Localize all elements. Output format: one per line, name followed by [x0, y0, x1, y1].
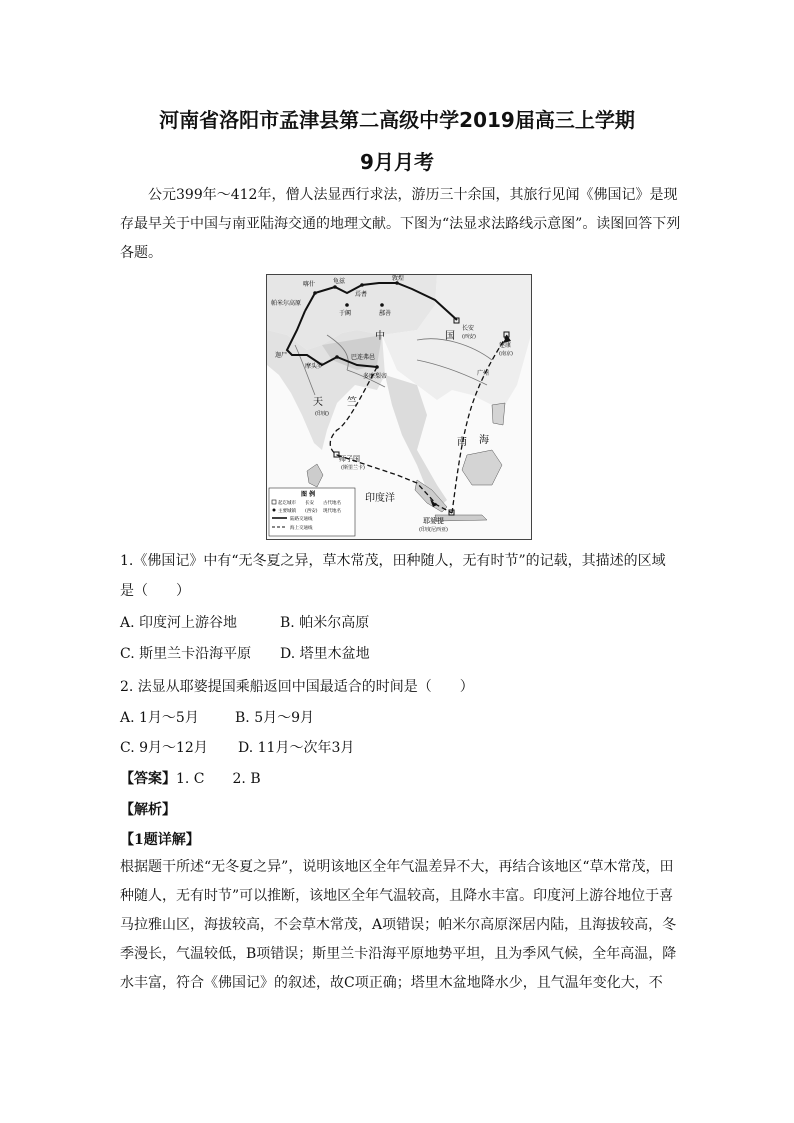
- q1-option-b: B. 帕米尔高原: [280, 615, 370, 631]
- legend-land-route: 陆路交通线: [290, 517, 313, 522]
- map-label-zhong: 中: [375, 331, 385, 342]
- title-line-2: 9月月考: [360, 150, 434, 174]
- question-1-stem: 1.《佛国记》中有“无冬夏之异，草木常茂，田种随人，无有时节”的记载，其描述的区域: [120, 553, 666, 569]
- q2-option-c: C. 9月～12月: [120, 740, 208, 756]
- map-label-pamir: 帕米尔高原: [271, 300, 302, 307]
- intro-paragraph: 公元399年～412年，僧人法显西行求法，游历三十余国，其旅行见闻《佛国记》是现存最早关于中国与南亚陆海交通的地理文献。下图为“法显求法路线示意图”。读图回答下列各题。: [120, 187, 681, 261]
- detail-label: 【1题详解】: [120, 832, 200, 848]
- legend-xian-example: (西安): [305, 509, 318, 514]
- map-label-tian: 天: [313, 397, 323, 408]
- legend-start-end-city: 起讫城市: [278, 501, 296, 506]
- map-sublabel-india: (印度): [315, 411, 329, 417]
- q1-option-a: A. 印度河上游谷地: [120, 615, 238, 631]
- map-label-indian-ocean: 印度洋: [365, 493, 395, 504]
- legend-title: 图 例: [301, 491, 316, 498]
- map-label-qiuci: 龟兹: [333, 278, 346, 285]
- map-legend: [269, 488, 355, 536]
- map-label-changan: 长安: [462, 325, 475, 332]
- legend-main-town: 主要城镇: [278, 509, 296, 514]
- q1-option-d: D. 塔里木盆地: [280, 646, 370, 662]
- question-1-stem-cont: 是（ ）: [120, 583, 190, 599]
- map-sublabel-nanjing: (南京): [499, 351, 513, 357]
- map-label-hai: 海: [479, 435, 489, 446]
- map-sublabel-xian: (西安): [462, 334, 476, 340]
- map-label-kashgar: 喀什: [303, 281, 316, 288]
- map-label-dunhuang: 敦煌: [392, 275, 405, 282]
- route-map: [266, 274, 532, 540]
- map-label-yanqi: 焉耆: [355, 291, 368, 298]
- legend-changan-example: 长安: [305, 501, 314, 506]
- legend-ancient-name: 古代地名: [323, 501, 341, 506]
- map-label-jiankang: 建康: [499, 342, 512, 349]
- map-label-zhu: 竺: [347, 397, 357, 408]
- map-label-motouluo: 摩头罗: [305, 363, 324, 370]
- map-label-shizi: 师子国: [339, 455, 360, 463]
- map-label-balianfuyi: 巴连弗邑: [351, 354, 376, 361]
- answer-row: [120, 768, 261, 788]
- analysis-label: 【解析】: [120, 802, 176, 818]
- title-line-1: 河南省洛阳市孟津县第二高级中学2019届高三上学期: [159, 108, 635, 132]
- map-label-guangzhou: 广州: [477, 370, 490, 377]
- map-label-shanshan: 鄯善: [379, 310, 392, 317]
- detail-paragraph: 根据题干所述“无冬夏之异”，说明该地区全年气温差异不大，再结合该地区“草木常茂，田种随人，无有时节”可以推断，该地区全年气温较高，且降水丰富。印度河上游谷地位于喜马拉雅山区，海拔较高，不会草木常茂，A项错误；帕米尔高原深居内陆，且海拔较高，冬季漫长，气温较低，B项错误；斯里兰卡沿海平原地势平坦，且为季风气候，全年高温，降水丰富，符合《佛国记》的叙述，故C项正确；塔里木盆地降水少，且气温年变化大，不: [120, 859, 677, 991]
- map-label-jiashi: 迦尸: [275, 352, 288, 359]
- map-sublabel-indonesia: (印度尼西亚): [419, 527, 448, 533]
- map-sublabel-srilanka: (斯里兰卡): [341, 465, 365, 471]
- map-label-duomolidi: 多摩梨帝: [363, 373, 388, 380]
- legend-sea-route: 海上交通线: [290, 526, 313, 531]
- question-2-stem: 2. 法显从耶婆提国乘船返回中国最适合的时间是（ ）: [120, 679, 474, 695]
- map-label-yepoti: 耶婆提: [423, 517, 444, 525]
- q2-option-a: A. 1月～5月: [120, 710, 199, 726]
- answer-label: 【答案】: [120, 771, 176, 787]
- q2-option-b: B. 5月～9月: [235, 710, 315, 726]
- map-label-nan: 南: [457, 437, 467, 448]
- map-label-guo: 国: [445, 331, 455, 342]
- map-label-yutian: 于阗: [339, 310, 352, 317]
- answer-text: 1. C 2. B: [176, 771, 261, 787]
- legend-modern-name: 现代地名: [323, 509, 341, 514]
- q1-option-c: C. 斯里兰卡沿海平原: [120, 646, 252, 662]
- q2-option-d: D. 11月～次年3月: [238, 740, 355, 756]
